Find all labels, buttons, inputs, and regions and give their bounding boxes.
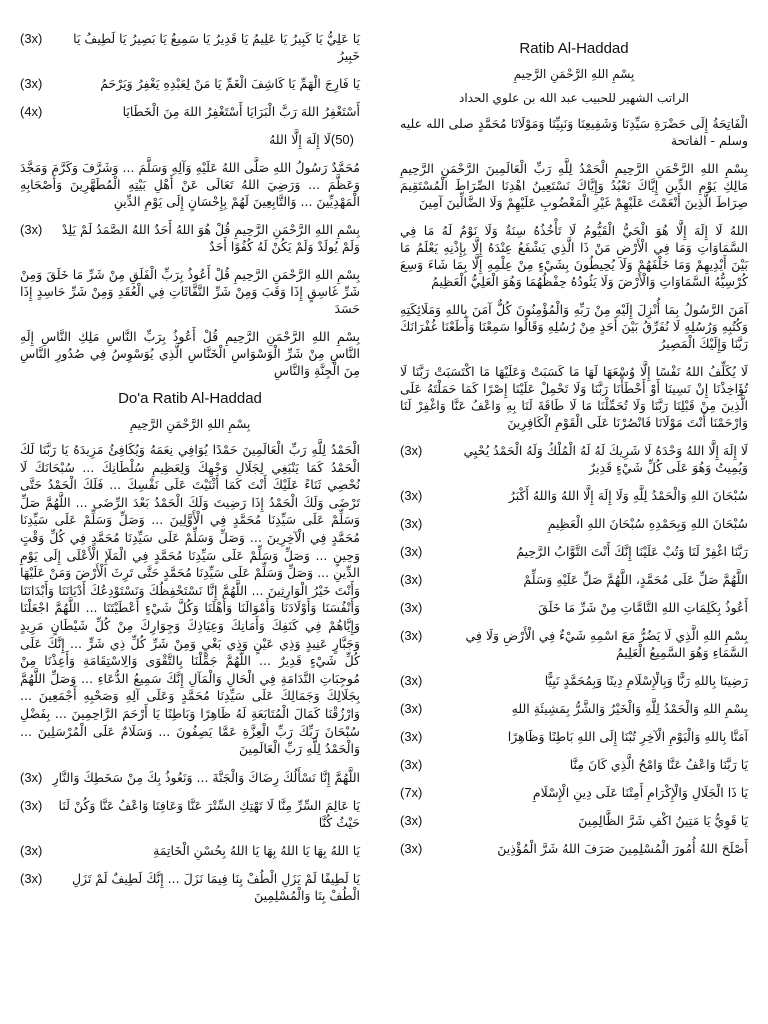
right-item: (3x) أَصْلَحَ اللهُ أُمُورَ الْمُسْلِمِينَ صَرَفَ اللهُ شَرَّ الْمُؤْذِينَ: [400, 841, 748, 856]
right-item: آمَنَ الرَّسُولُ بِمَا أُنْزِلَ إِلَيْهِ مِنْ رَبِّهِ وَالْمُؤْمِنُونَ كُلٌّ آمَنَ بِاللهِ وَمَلَائِكَتِهِ وَكُتُبِهِ وَرُسُلِهِ لَا نُفَرِّقُ بَيْنَ أَحَدٍ مِنْ رُسُلِهِ وَقَالُوا سَمِعْنَا وَأَطَعْنَا غُفْرَانَكَ رَبَّنَا وَإِلَيْكَ الْمَصِيرُ: [400, 302, 748, 351]
doa-basmala: بِسْمِ اللهِ الرَّحْمَنِ الرَّحِيمِ: [129, 417, 251, 431]
right-item: (3x) يَا رَبَّنَا وَاعْفُ عَنَّا وَامْحُ الَّذِي كَانَ مِنَّا: [400, 757, 748, 772]
left-item: مُحَمَّدٌ رَسُولُ اللهِ صَلَّى اللهُ عَلَيْهِ وَآلِهِ وَسَلَّمَ ... وَشَرَّفَ وَكَرَّمَ وَمَجَّدَ وَعَظَّمَ ... وَرَضِيَ اللهُ تَعَالَى عَنْ أَهْلِ بَيْتِهِ الْمُطَهَّرِينَ وَأَصْحَابِهِ الْمَهْدِيِّينَ ... وَالتَّابِعِينَ لَهُمْ بِإِحْسَانٍ إِلَى يَوْمِ الدِّينِ: [20, 160, 360, 209]
repeat-count: (3x): [20, 797, 43, 813]
repeat-count: (3x): [400, 757, 423, 772]
left-item: (50)لَا إِلَهَ إِلَّا اللهُ: [269, 132, 354, 147]
right-item: (3x) اللَّهُمَّ صَلِّ عَلَى مُحَمَّدٍ، اللَّهُمَّ صَلِّ عَلَيْهِ وَسَلِّمْ: [400, 572, 748, 587]
right-item: (3x) رَضِينَا بِاللهِ رَبًّا وَبِالْإِسْلَامِ دِينًا وَبِمُحَمَّدٍ نَبِيًّا: [400, 673, 748, 688]
right-item: (3x) لَا إِلَهَ إِلَّا اللهُ وَحْدَهُ لَا شَرِيكَ لَهُ لَهُ الْمُلْكُ وَلَهُ الْحَمْدُ يُحْيِي وَيُمِيتُ وَهُوَ عَلَى كُلِّ شَيْءٍ قَدِيرٌ: [400, 443, 748, 475]
repeat-count: (3x): [400, 701, 423, 716]
repeat-count: (3x): [400, 628, 423, 643]
repeat-count: (7x): [400, 785, 423, 800]
right-item: (3x) رَبَّنَا اغْفِرْ لَنَا وَتُبْ عَلَيْنَا إِنَّكَ أَنْتَ التَّوَّابُ الرَّحِيمُ: [400, 544, 748, 559]
repeat-count: (3x): [20, 769, 43, 785]
repeat-count: (3x): [20, 76, 43, 91]
right-item: الْفَاتِحَةُ إِلَى حَضْرَةِ سَيِّدِنَا وَشَفِيعِنَا وَنَبِيِّنَا وَمَوْلَانَا مُحَمَّدٍ صلى الله عليه وسلم - الفاتحة: [400, 116, 748, 148]
left-item: (3x) بِسْمِ اللهِ الرَّحْمَنِ الرَّحِيمِ قُلْ هُوَ اللهُ أَحَدٌ اللهُ الصَّمَدُ لَمْ يَلِدْ وَلَمْ يُولَدْ وَلَمْ يَكُنْ لَهُ كُفُوًا أَحَدٌ: [20, 222, 360, 254]
page-title: Ratib Al-Haddad: [519, 40, 629, 57]
repeat-count: (3x): [20, 31, 43, 46]
doa-body: الْحَمْدُ لِلَّهِ رَبِّ الْعَالَمِينَ حَمْدًا يُوَافِي نِعَمَهُ وَيُكَافِئُ مَزِيدَهُ يَا رَبَّنَا لَكَ الْحَمْدُ كَمَا يَنْبَغِي لِجَلَالِ وَجْهِكَ وَلِعَظِيمِ سُلْطَانِكَ ... سُبْحَانَكَ لَا نُحْصِي ثَنَاءً عَلَيْكَ أَنْتَ كَمَا أَثْنَيْتَ عَلَى نَفْسِكَ ... فَلَكَ الْحَمْدُ حَتَّى تَرْضَى وَلَكَ الْحَمْدُ إِذَا رَضِيتَ وَلَكَ الْحَمْدُ بَعْدَ الرِّضَى ... اللَّهُمَّ صَلِّ وَسَلِّمْ عَلَى سَيِّدِنَا مُحَمَّدٍ فِي الْأَوَّلِينَ ... وَصَلِّ وَسَلِّمْ عَلَى سَيِّدِنَا مُحَمَّدٍ فِي الْآخِرِينَ ... وَصَلِّ وَسَلِّمْ عَلَى سَيِّدِنَا مُحَمَّدٍ فِي كُلِّ وَقْتٍ وَحِينٍ ... وَصَلِّ وَسَلِّمْ عَلَى سَيِّدِنَا مُحَمَّدٍ فِي الْمَلَإِ الْأَعْلَى إِلَى يَوْمِ الدِّينِ ... وَصَلِّ وَسَلِّمْ عَلَى سَيِّدِنَا مُحَمَّدٍ حَتَّى تَرِثَ الْأَرْضَ وَمَنْ عَلَيْهَا وَأَنْتَ خَيْرُ الْوَارِثِينَ ... اللَّهُمَّ إِنَّا نَسْتَحْفِظُكَ وَنَسْتَوْدِعُكَ أَدْيَانَنَا وَأَبْدَانَنَا وَأَنْفُسَنَا وَأَوْلَادَنَا وَأَمْوَالَنَا وَأَهْلَنَا وَكُلَّ شَيْءٍ أَعْطَيْتَنَا ... اللَّهُمَّ اجْعَلْنَا وَإِيَّاهُمْ فِي كَنَفِكَ وَأَمَانِكَ وَعِيَاذِكَ وَجِوَارِكَ مِنْ كُلِّ شَيْطَانٍ مَرِيدٍ وَجَبَّارٍ عَنِيدٍ وَذِي عَيْنٍ وَذِي بَغْيٍ وَمِنْ شَرِّ كُلِّ ذِي شَرٍّ ... إِنَّكَ عَلَى كُلِّ شَيْءٍ قَدِيرٌ ... اللَّهُمَّ جَمِّلْنَا بِالتَّقْوَى وَالِاسْتِقَامَةِ وَأَعِذْنَا مِنْ مُوجِبَاتِ النَّدَامَةِ فِي الْحَالِ وَالْمَآلِ إِنَّكَ سَمِيعُ الدُّعَاءِ ... وَصَلِّ اللَّهُمَّ بِجَلَالِكَ وَجَمَالِكَ عَلَى سَيِّدِنَا مُحَمَّدٍ وَعَلَى آلِهِ وَصَحْبِهِ أَجْمَعِينَ ... وَارْزُقْنَا كَمَالَ الْمُتَابَعَةِ لَهُ ظَاهِرًا وَبَاطِنًا يَا أَرْحَمَ الرَّاحِمِينَ ... بِفَضْلِ سُبْحَانَ رَبِّكَ رَبِّ الْعِزَّةِ عَمَّا يَصِفُونَ ... وَسَلَامٌ عَلَى الْمُرْسَلِينَ ... وَالْحَمْدُ لِلَّهِ رَبِّ الْعَالَمِينَ: [20, 442, 360, 757]
doa-item: (3x) يَا اللهُ بِهَا يَا اللهُ بِهَا يَا اللهُ بِحُسْنِ الْخَاتِمَةِ: [20, 842, 360, 858]
repeat-count: (50): [330, 132, 354, 147]
repeat-count: (4x): [20, 104, 43, 119]
repeat-count: (3x): [400, 488, 423, 503]
repeat-count: (3x): [400, 572, 423, 587]
doa-item: (3x) يَا عَالِمَ السِّرِّ مِنَّا لَا تَهْتِكِ السِّتْرَ عَنَّا وَعَافِنَا وَاعْفُ عَنَّا وَكُنْ لَنَا حَيْثُ كُنَّا: [20, 797, 360, 830]
right-item: (3x) بِسْمِ اللهِ الَّذِي لَا يَضُرُّ مَعَ اسْمِهِ شَيْءٌ فِي الْأَرْضِ وَلَا فِي السَّمَاءِ وَهُوَ السَّمِيعُ الْعَلِيمُ: [400, 628, 748, 660]
left-item: (4x) أَسْتَغْفِرُ اللهَ رَبَّ الْبَرَايَا أَسْتَغْفِرُ اللهَ مِنَ الْخَطَايَا: [20, 104, 360, 119]
left-column: [20, 30, 360, 915]
right-item: (3x) أَعُوذُ بِكَلِمَاتِ اللهِ التَّامَّاتِ مِنْ شَرِّ مَا خَلَقَ: [400, 600, 748, 615]
doa-heading: Do'a Ratib Al-Haddad: [118, 390, 262, 407]
repeat-count: (3x): [400, 813, 423, 828]
basmala: بِسْمِ اللهِ الرَّحْمَنِ الرَّحِيمِ: [513, 67, 635, 81]
right-item: لَا يُكَلِّفُ اللهُ نَفْسًا إِلَّا وُسْعَهَا لَهَا مَا كَسَبَتْ وَعَلَيْهَا مَا اكْتَسَبَتْ رَبَّنَا لَا تُؤَاخِذْنَا إِنْ نَسِينَا أَوْ أَخْطَأْنَا رَبَّنَا وَلَا تَحْمِلْ عَلَيْنَا إِصْرًا كَمَا حَمَلْتَهُ عَلَى الَّذِينَ مِنْ قَبْلِنَا رَبَّنَا وَلَا تُحَمِّلْنَا مَا لَا طَاقَةَ لَنَا بِهِ وَاعْفُ عَنَّا وَاغْفِرْ لَنَا وَارْحَمْنَا أَنْتَ مَوْلَانَا فَانْصُرْنَا عَلَى الْقَوْمِ الْكَافِرِينَ: [400, 364, 748, 430]
right-item: (3x) سُبْحَانَ اللهِ وَالْحَمْدُ لِلَّهِ وَلَا إِلَهَ إِلَّا اللهُ وَاللهُ أَكْبَرُ: [400, 488, 748, 503]
doa-item: (3x) اللَّهُمَّ إِنَّا نَسْأَلُكَ رِضَاكَ وَالْجَنَّةَ ... وَنَعُوذُ بِكَ مِنْ سَخَطِكَ وَالنَّارِ: [20, 769, 360, 785]
right-item: بِسْمِ اللهِ الرَّحْمَنِ الرَّحِيمِ الْحَمْدُ لِلَّهِ رَبِّ الْعَالَمِينَ الرَّحْمَنِ الرَّحِيمِ مَالِكِ يَوْمِ الدِّينِ إِيَّاكَ نَعْبُدُ وَإِيَّاكَ نَسْتَعِينُ اهْدِنَا الصِّرَاطَ الْمُسْتَقِيمَ صِرَاطَ الَّذِينَ أَنْعَمْتَ عَلَيْهِمْ غَيْرِ الْمَغْضُوبِ عَلَيْهِمْ وَلَا الضَّالِّينَ آمِينَ: [400, 161, 748, 210]
left-item: (3x) يَا عَلِيُّ يَا كَبِيرُ يَا عَلِيمُ يَا قَدِيرُ يَا سَمِيعُ يَا بَصِيرُ يَا لَطِيفُ يَا خَبِيرُ: [20, 31, 360, 63]
repeat-count: (3x): [400, 516, 423, 531]
right-item: (3x) يَا قَوِيُّ يَا مَتِينُ اكْفِ شَرَّ الظَّالِمِينَ: [400, 813, 748, 828]
right-item: (3x) بِسْمِ اللهِ وَالْحَمْدُ لِلَّهِ وَالْخَيْرُ وَالشَّرُّ بِمَشِيئَةِ اللهِ: [400, 701, 748, 716]
left-item: بِسْمِ اللهِ الرَّحْمَنِ الرَّحِيمِ قُلْ أَعُوذُ بِرَبِّ النَّاسِ مَلِكِ النَّاسِ إِلَهِ النَّاسِ مِنْ شَرِّ الْوَسْوَاسِ الْخَنَّاسِ الَّذِي يُوَسْوِسُ فِي صُدُورِ النَّاسِ مِنَ الْجِنَّةِ وَالنَّاسِ: [20, 329, 360, 378]
repeat-count: (3x): [400, 443, 423, 458]
repeat-count: (3x): [400, 673, 423, 688]
left-item: (3x) يَا فَارِجَ الْهَمِّ يَا كَاشِفَ الْغَمِّ يَا مَنْ لِعَبْدِهِ يَغْفِرُ وَيَرْحَمُ: [20, 76, 360, 91]
repeat-count: (3x): [400, 729, 423, 744]
right-item: (7x) يَا ذَا الْجَلَالِ وَالْإِكْرَامِ أَمِتْنَا عَلَى دِينِ الْإِسْلَامِ: [400, 785, 748, 800]
subtitle: الراتب الشهير للحبيب عبد الله بن علوي الحداد: [458, 91, 690, 105]
right-item: اللهُ لَا إِلَهَ إِلَّا هُوَ الْحَيُّ الْقَيُّومُ لَا تَأْخُذُهُ سِنَةٌ وَلَا نَوْمٌ لَهُ مَا فِي السَّمَاوَاتِ وَمَا فِي الْأَرْضِ مَنْ ذَا الَّذِي يَشْفَعُ عِنْدَهُ إِلَّا بِإِذْنِهِ يَعْلَمُ مَا بَيْنَ أَيْدِيهِمْ وَمَا خَلْفَهُمْ وَلَا يُحِيطُونَ بِشَيْءٍ مِنْ عِلْمِهِ إِلَّا بِمَا شَاءَ وَسِعَ كُرْسِيُّهُ السَّمَاوَاتِ وَالْأَرْضَ وَلَا يَئُودُهُ حِفْظُهُمَا وَهُوَ الْعَلِيُّ الْعَظِيمُ: [400, 223, 748, 289]
right-item: (3x) سُبْحَانَ اللهِ وَبِحَمْدِهِ سُبْحَانَ اللهِ الْعَظِيمِ: [400, 516, 748, 531]
doa-item: (3x) يَا لَطِيفًا لَمْ يَزَلِ الْطُفْ بِنَا فِيمَا نَزَلَ ... إِنَّكَ لَطِيفٌ لَمْ تَزَلِ الْطُفْ بِنَا وَالْمُسْلِمِينَ: [20, 870, 360, 903]
repeat-count: (3x): [400, 841, 423, 856]
left-item: بِسْمِ اللهِ الرَّحْمَنِ الرَّحِيمِ قُلْ أَعُوذُ بِرَبِّ الْفَلَقِ مِنْ شَرِّ مَا خَلَقَ وَمِنْ شَرِّ غَاسِقٍ إِذَا وَقَبَ وَمِنْ شَرِّ النَّفَّاثَاتِ فِي الْعُقَدِ وَمِنْ شَرِّ حَاسِدٍ إِذَا حَسَدَ: [20, 267, 360, 316]
repeat-count: (3x): [20, 222, 43, 237]
repeat-count: (3x): [20, 842, 43, 858]
right-column: [400, 30, 748, 868]
right-item: (3x) آمَنَّا بِاللهِ وَالْيَوْمِ الْآخِرِ تُبْنَا إِلَى اللهِ بَاطِنًا وَظَاهِرًا: [400, 729, 748, 744]
repeat-count: (3x): [20, 870, 43, 886]
repeat-count: (3x): [400, 544, 423, 559]
repeat-count: (3x): [400, 600, 423, 615]
